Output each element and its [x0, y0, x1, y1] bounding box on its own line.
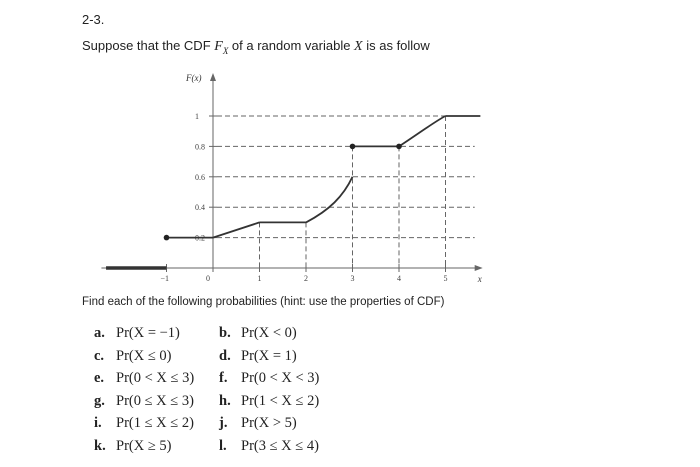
x-tick-label: 0 [206, 274, 210, 283]
question-expression: Pr(1 ≤ X ≤ 2) [116, 415, 194, 431]
cdf-segment [399, 116, 446, 146]
question-row [94, 345, 344, 368]
question-expression: Pr(X ≤ 0) [116, 347, 172, 364]
cdf-segment [213, 222, 260, 237]
question-letter: g. [94, 392, 105, 409]
intro-suffix: is as follow [362, 38, 430, 53]
y-tick-label: 0.4 [195, 203, 205, 213]
question-expression: Pr(0 < X < 3) [241, 370, 320, 386]
question-expression: Pr(1 < X ≤ 2) [241, 392, 320, 409]
question-letter: k. [94, 437, 106, 454]
x-axis-arrow [475, 265, 483, 271]
question-item [94, 390, 219, 413]
question-expression: Pr(X < 0) [241, 325, 297, 341]
question-item [219, 322, 344, 345]
question-row [94, 435, 344, 458]
intro-prefix: Suppose that the CDF [82, 38, 215, 53]
question-letter: e. [94, 370, 105, 386]
question-row [94, 390, 344, 413]
question-item [94, 435, 219, 458]
question-row [94, 412, 344, 435]
x-tick-label: −1 [160, 274, 170, 283]
cdf-symbol: $F_X$ [214, 39, 229, 56]
x-tick-label: 3 [350, 274, 355, 283]
closed-point [164, 235, 170, 241]
question-letter: h. [219, 392, 231, 409]
question-letter: b. [219, 325, 231, 341]
question-letter: c. [94, 347, 105, 364]
question-item [219, 367, 344, 390]
question-letter: d. [219, 347, 231, 364]
closed-point [350, 144, 356, 150]
x-tick-label: 2 [304, 274, 308, 283]
y-tick-label: 1 [195, 112, 199, 121]
question-item [94, 412, 219, 435]
question-letter: l. [219, 437, 227, 454]
question-expression: Pr(0 < X ≤ 3) [116, 370, 195, 386]
question-expression: Pr(3 ≤ X ≤ 4) [241, 437, 319, 454]
closed-point [396, 144, 402, 150]
intro-mid: of a random variable [228, 38, 355, 53]
x-tick-label: 1 [257, 274, 262, 283]
y-tick-label: 0.8 [195, 142, 205, 152]
question-row [94, 367, 344, 390]
x-tick-label: 5 [443, 274, 448, 283]
question-expression: Pr(0 ≤ X ≤ 3) [116, 392, 194, 409]
y-tick-label: 0.2 [195, 233, 205, 243]
random-variable-symbol: X [354, 39, 363, 54]
question-item [219, 412, 344, 435]
question-item [94, 367, 219, 390]
question-letter: j. [219, 415, 228, 431]
question-item [94, 322, 219, 345]
question-letter: a. [94, 325, 105, 341]
question-letter: i. [94, 415, 102, 431]
y-axis-arrow [210, 73, 216, 81]
question-item [219, 435, 344, 458]
cdf-segment [306, 177, 353, 223]
y-axis-label: F(x) [186, 73, 202, 83]
question-row [94, 322, 344, 345]
question-letter: f. [219, 370, 228, 386]
x-axis-label: x [477, 274, 482, 284]
question-expression: Pr(X > 5) [241, 415, 297, 431]
question-expression: Pr(X = −1) [116, 325, 180, 341]
x-tick-label: 4 [397, 274, 401, 283]
question-item [94, 345, 219, 368]
problem-number: 2-3. [82, 12, 105, 27]
question-item [219, 345, 344, 368]
question-list [94, 322, 344, 457]
y-tick-label: 0.6 [195, 172, 205, 182]
question-expression: Pr(X ≥ 5) [116, 437, 172, 454]
question-expression: Pr(X = 1) [241, 347, 297, 364]
question-item [219, 390, 344, 413]
hint-text: Find each of the following probabilities (hint: use the properties of CDF) [82, 296, 445, 308]
